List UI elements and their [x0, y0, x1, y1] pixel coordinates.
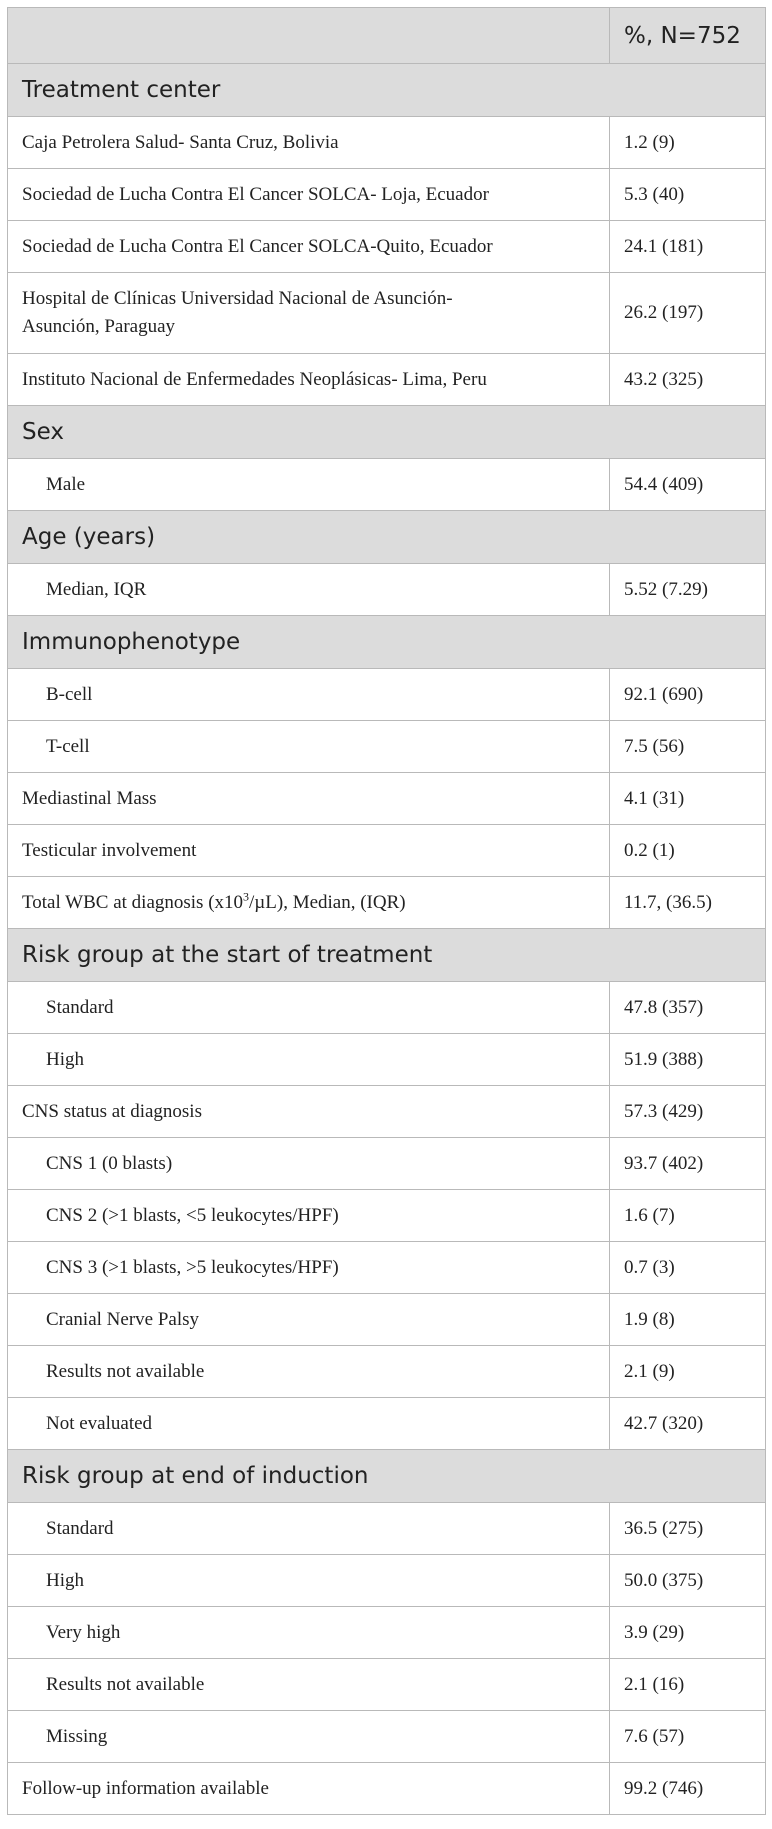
row-label — [8, 1190, 610, 1242]
row-label-text: Cranial Nerve Palsy — [46, 1308, 200, 1330]
row-value: 51.9 (388) — [610, 1034, 766, 1086]
row-value: 57.3 (429) — [610, 1086, 766, 1138]
row-value: 4.1 (31) — [610, 773, 766, 825]
row-label-text: Male — [46, 473, 86, 495]
section-title: Treatment center — [8, 64, 766, 117]
section-title: Risk group at the start of treatment — [8, 929, 766, 982]
row-value: 0.7 (3) — [610, 1242, 766, 1294]
table-row — [8, 221, 766, 273]
section-title: Age (years) — [8, 511, 766, 564]
row-value: 11.7, (36.5) — [610, 877, 766, 929]
table-row — [8, 773, 766, 825]
table-row — [8, 1555, 766, 1607]
table-row — [8, 459, 766, 511]
row-label-text: Results not available — [46, 1673, 205, 1695]
row-label — [8, 1346, 610, 1398]
row-value: 43.2 (325) — [610, 354, 766, 406]
row-value: 42.7 (320) — [610, 1398, 766, 1450]
table-row — [8, 1607, 766, 1659]
row-value: 5.3 (40) — [610, 169, 766, 221]
row-label-text: B-cell — [46, 683, 93, 705]
section-header-row — [8, 406, 766, 459]
row-label — [8, 982, 610, 1034]
table-body — [8, 64, 766, 1815]
row-label-text: Sociedad de Lucha Contra El Cancer SOLCA-Quito, Ecuador — [22, 235, 493, 257]
characteristics-table-container — [7, 7, 765, 1815]
row-label-text: Follow-up information available — [22, 1777, 269, 1799]
row-value: 24.1 (181) — [610, 221, 766, 273]
table-row — [8, 169, 766, 221]
table-row — [8, 1086, 766, 1138]
row-label-text: CNS status at diagnosis — [22, 1100, 202, 1122]
row-label-text: Caja Petrolera Salud- Santa Cruz, Bolivia — [22, 131, 339, 153]
section-header-row — [8, 929, 766, 982]
table-row — [8, 564, 766, 616]
table-row — [8, 1398, 766, 1450]
row-value: 2.1 (9) — [610, 1346, 766, 1398]
table-row — [8, 273, 766, 354]
row-label — [8, 221, 610, 273]
row-label — [8, 354, 610, 406]
row-label-text: Hospital de Clínicas Universidad Nacional de Asunción- Asunción, Paraguay — [22, 288, 453, 337]
row-label — [8, 1607, 610, 1659]
row-label-text: High — [46, 1048, 84, 1070]
row-label-text: Missing — [46, 1725, 108, 1747]
row-value: 92.1 (690) — [610, 669, 766, 721]
row-label — [8, 1086, 610, 1138]
row-label — [8, 1763, 610, 1815]
row-label-text: Very high — [46, 1621, 121, 1643]
table-row — [8, 825, 766, 877]
row-label-text: High — [46, 1569, 84, 1591]
row-label-text: CNS 3 (>1 blasts, >5 leukocytes/HPF) — [46, 1256, 339, 1278]
row-label-text: Results not available — [46, 1360, 205, 1382]
table-row — [8, 1711, 766, 1763]
row-value: 3.9 (29) — [610, 1607, 766, 1659]
row-value: 1.9 (8) — [610, 1294, 766, 1346]
row-label — [8, 1398, 610, 1450]
row-value: 47.8 (357) — [610, 982, 766, 1034]
row-label — [8, 1503, 610, 1555]
row-label-text: Median, IQR — [46, 578, 147, 600]
section-header-row — [8, 64, 766, 117]
row-value: 7.6 (57) — [610, 1711, 766, 1763]
table-row — [8, 1503, 766, 1555]
row-label-text: CNS 1 (0 blasts) — [46, 1152, 173, 1174]
row-label — [8, 1711, 610, 1763]
table-row — [8, 1242, 766, 1294]
table-row — [8, 1763, 766, 1815]
row-value: 99.2 (746) — [610, 1763, 766, 1815]
characteristics-table — [7, 7, 766, 1815]
table-row — [8, 1346, 766, 1398]
row-label-text: Standard — [46, 1517, 114, 1539]
header-label-cell — [8, 8, 610, 64]
row-label-text: Total WBC at diagnosis (x10 — [22, 891, 244, 913]
row-value: 1.2 (9) — [610, 117, 766, 169]
row-label — [8, 773, 610, 825]
section-header-row — [8, 616, 766, 669]
row-label — [8, 1242, 610, 1294]
row-label — [8, 273, 610, 354]
row-value: 36.5 (275) — [610, 1503, 766, 1555]
section-header-row — [8, 511, 766, 564]
table-row — [8, 721, 766, 773]
row-label-text: Instituto Nacional de Enfermedades Neoplásicas- Lima, Peru — [22, 368, 487, 390]
row-label-text-after: /µL), Median, (IQR) — [249, 891, 406, 913]
row-label — [8, 1034, 610, 1086]
row-label — [8, 1294, 610, 1346]
row-label — [8, 169, 610, 221]
row-label — [8, 669, 610, 721]
row-label — [8, 459, 610, 511]
table-row — [8, 877, 766, 929]
row-label — [8, 825, 610, 877]
table-row — [8, 1190, 766, 1242]
row-label — [8, 564, 610, 616]
row-value: 0.2 (1) — [610, 825, 766, 877]
table-header-row — [8, 8, 766, 64]
row-label — [8, 877, 610, 929]
row-label-text: Mediastinal Mass — [22, 787, 157, 809]
section-title: Sex — [8, 406, 766, 459]
row-label-text: T-cell — [46, 735, 90, 757]
row-label-text: Testicular involvement — [22, 839, 197, 861]
section-header-row — [8, 1450, 766, 1503]
table-row — [8, 354, 766, 406]
row-value: 5.52 (7.29) — [610, 564, 766, 616]
row-value: 2.1 (16) — [610, 1659, 766, 1711]
row-label — [8, 1138, 610, 1190]
row-label — [8, 721, 610, 773]
section-title: Immunophenotype — [8, 616, 766, 669]
table-row — [8, 1659, 766, 1711]
row-label-superscript: 3 — [243, 889, 250, 904]
table-row — [8, 982, 766, 1034]
row-label-text: Standard — [46, 996, 114, 1018]
row-label — [8, 1659, 610, 1711]
header-value-cell: %, N=752 — [610, 8, 766, 64]
row-label-text: Not evaluated — [46, 1412, 153, 1434]
row-value: 54.4 (409) — [610, 459, 766, 511]
table-row — [8, 1138, 766, 1190]
row-value: 93.7 (402) — [610, 1138, 766, 1190]
row-value: 1.6 (7) — [610, 1190, 766, 1242]
table-row — [8, 117, 766, 169]
row-label — [8, 1555, 610, 1607]
row-value: 50.0 (375) — [610, 1555, 766, 1607]
row-value: 7.5 (56) — [610, 721, 766, 773]
row-label-text: Sociedad de Lucha Contra El Cancer SOLCA- Loja, Ecuador — [22, 183, 489, 205]
table-row — [8, 1294, 766, 1346]
row-label-text: CNS 2 (>1 blasts, <5 leukocytes/HPF) — [46, 1204, 339, 1226]
section-title: Risk group at end of induction — [8, 1450, 766, 1503]
table-row — [8, 669, 766, 721]
row-value: 26.2 (197) — [610, 273, 766, 354]
table-row — [8, 1034, 766, 1086]
row-label — [8, 117, 610, 169]
